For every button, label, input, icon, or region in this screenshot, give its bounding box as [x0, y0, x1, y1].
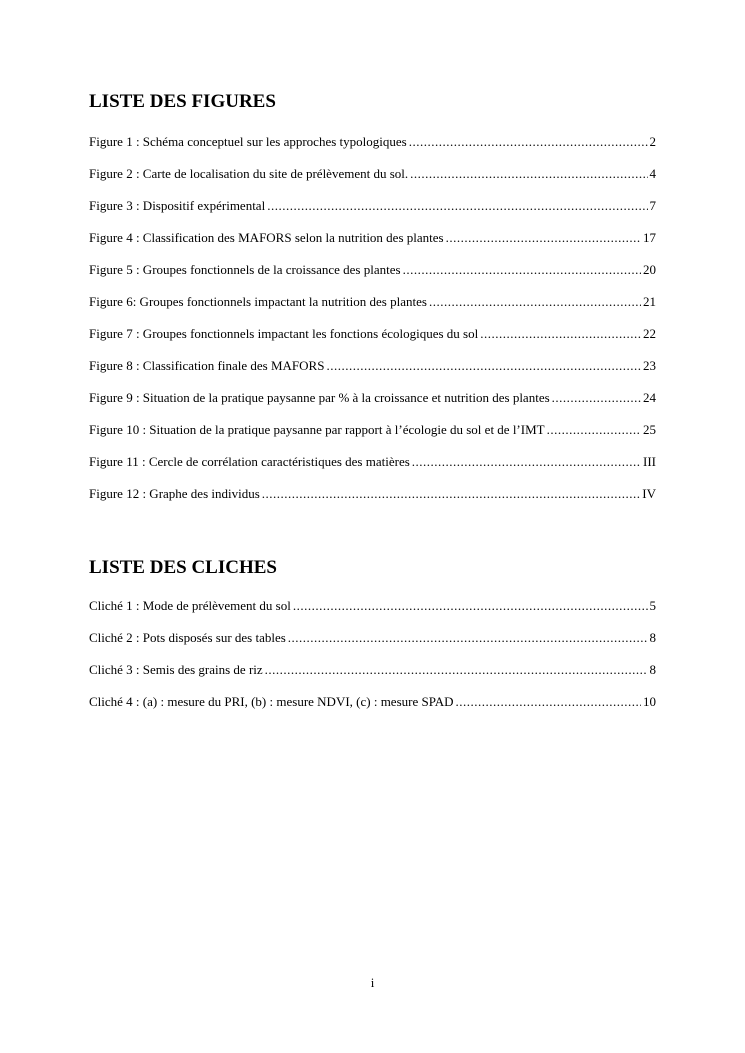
entry-page-number: 10	[643, 694, 656, 709]
figure-entry-11[interactable]	[89, 454, 656, 486]
figure-entry-12[interactable]	[89, 486, 656, 518]
figure-entry-4[interactable]	[89, 230, 656, 262]
figure-entry-6[interactable]	[89, 294, 656, 326]
entry-label: Cliché 3 : Semis des grains de riz	[89, 662, 263, 677]
entry-page-number: 4	[649, 166, 656, 181]
dot-leader	[547, 422, 641, 438]
dot-leader	[552, 390, 641, 406]
entry-page-number: 22	[643, 326, 656, 341]
entry-label: Figure 6: Groupes fonctionnels impactant la nutrition des plantes	[89, 294, 427, 309]
dot-leader	[267, 198, 647, 214]
entry-page-number: 8	[649, 662, 656, 677]
figure-entry-1[interactable]	[89, 134, 656, 166]
figure-entry-3[interactable]	[89, 198, 656, 230]
cliche-entry-4[interactable]	[89, 694, 656, 726]
dot-leader	[456, 694, 641, 710]
entry-label: Cliché 4 : (a) : mesure du PRI, (b) : mesure NDVI, (c) : mesure SPAD	[89, 694, 454, 709]
entry-label: Cliché 2 : Pots disposés sur des tables	[89, 630, 286, 645]
entry-label: Cliché 1 : Mode de prélèvement du sol	[89, 598, 291, 613]
dot-leader	[326, 358, 641, 374]
entry-label: Figure 7 : Groupes fonctionnels impactant les fonctions écologiques du sol	[89, 326, 479, 341]
entry-page-number: 5	[649, 598, 656, 613]
dot-leader	[446, 230, 641, 246]
entry-page-number: 8	[649, 630, 656, 645]
cliche-entry-1[interactable]	[89, 598, 656, 630]
figure-entry-8[interactable]	[89, 358, 656, 390]
dot-leader	[293, 598, 648, 614]
figure-entry-7[interactable]	[89, 326, 656, 358]
page-number: i	[370, 975, 375, 990]
entry-label: Figure 2 : Carte de localisation du site de prélèvement du sol.	[89, 166, 409, 181]
entry-page-number: 24	[643, 390, 656, 405]
cliches-list-title: LISTE DES CLICHES	[89, 557, 277, 578]
figure-entry-2[interactable]	[89, 166, 656, 198]
entry-label: Figure 8 : Classification finale des MAFORS	[89, 358, 325, 373]
entry-page-number: 2	[649, 134, 656, 149]
dot-leader	[480, 326, 641, 342]
figure-entry-5[interactable]	[89, 262, 656, 294]
cliches-list	[89, 598, 656, 726]
figure-entry-10[interactable]	[89, 422, 656, 454]
entry-label: Figure 5 : Groupes fonctionnels de la croissance des plantes	[89, 262, 401, 277]
entry-page-number: 23	[643, 358, 656, 373]
figures-list	[89, 134, 656, 518]
entry-label: Figure 10 : Situation de la pratique paysanne par rapport à l’écologie du sol et de l’IMT	[89, 422, 545, 437]
dot-leader	[288, 630, 648, 646]
entry-label: Figure 3 : Dispositif expérimental	[89, 198, 266, 213]
dot-leader	[410, 166, 647, 182]
figure-entry-9[interactable]	[89, 390, 656, 422]
entry-page-number: 21	[643, 294, 656, 309]
cliche-entry-2[interactable]	[89, 630, 656, 662]
dot-leader	[262, 486, 640, 502]
dot-leader	[265, 662, 648, 678]
entry-page-number: 20	[643, 262, 656, 277]
entry-page-number: 25	[643, 422, 656, 437]
cliche-entry-3[interactable]	[89, 662, 656, 694]
figures-list-title: LISTE DES FIGURES	[89, 91, 276, 112]
entry-page-number: 17	[643, 230, 656, 245]
entry-label: Figure 11 : Cercle de corrélation caractéristiques des matières	[89, 454, 410, 469]
dot-leader	[409, 134, 648, 150]
dot-leader	[429, 294, 641, 310]
entry-page-number: 7	[649, 198, 656, 213]
entry-label: Figure 12 : Graphe des individus	[89, 486, 260, 501]
entry-label: Figure 9 : Situation de la pratique paysanne par % à la croissance et nutrition des plantes	[89, 390, 550, 405]
entry-page-number: III	[643, 454, 656, 469]
entry-label: Figure 1 : Schéma conceptuel sur les approches typologiques	[89, 134, 407, 149]
dot-leader	[403, 262, 641, 278]
entry-page-number: IV	[642, 486, 656, 501]
entry-label: Figure 4 : Classification des MAFORS selon la nutrition des plantes	[89, 230, 444, 245]
dot-leader	[412, 454, 641, 470]
